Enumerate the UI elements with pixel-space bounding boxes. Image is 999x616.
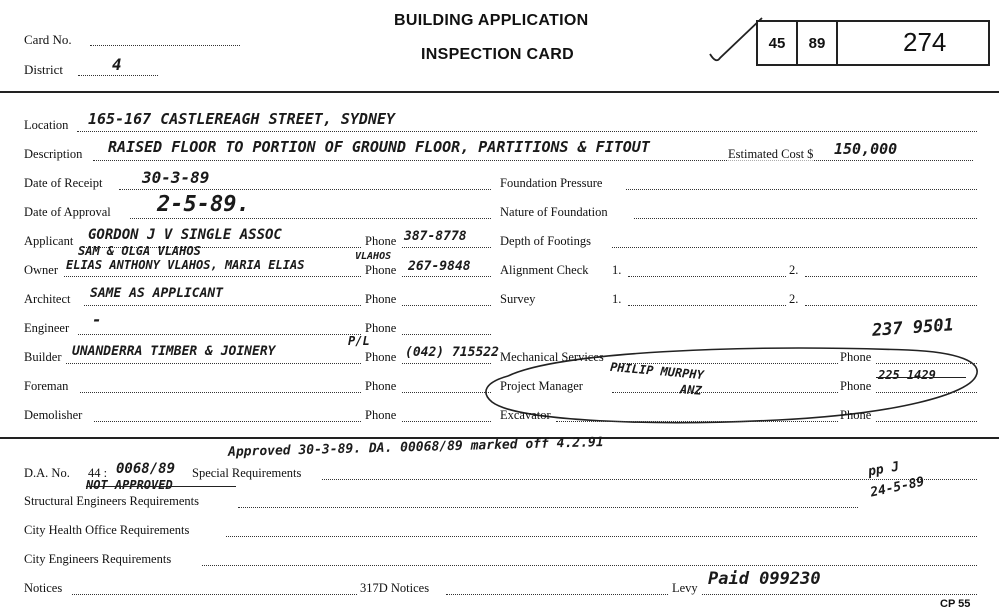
- notices-line: [72, 594, 357, 595]
- survey-2: 2.: [789, 292, 799, 306]
- city-eng-line: [202, 565, 977, 566]
- alignment-check-1: 1.: [612, 263, 622, 277]
- excavator-label: Excavator: [500, 408, 551, 422]
- location-value: 165-167 CASTLEREAGH STREET, SYDNEY: [88, 110, 396, 128]
- excavator-phone-line: [876, 421, 977, 422]
- foreman-label: Foreman: [24, 379, 69, 393]
- applicant-value: GORDON J V SINGLE ASSOC: [88, 227, 282, 243]
- builder-phone: (042) 715522: [405, 345, 499, 360]
- date-approval-value: 2-5-89.: [157, 192, 250, 217]
- demolisher-label: Demolisher: [24, 408, 83, 422]
- form-code: CP 55: [940, 598, 971, 610]
- special-requirements-line: [322, 479, 977, 480]
- title-line-2: INSPECTION CARD: [421, 46, 574, 63]
- builder-label: Builder: [24, 350, 62, 364]
- owner-phone-line: [402, 276, 491, 277]
- description-label: Description: [24, 147, 83, 161]
- pm-phone-old: 225 1429: [878, 368, 936, 382]
- pm-phone-new: 237 9501: [871, 315, 955, 341]
- card-no-line: [90, 45, 240, 46]
- owner-value-extra: VLAHOS: [355, 251, 392, 262]
- pp-date: 24-5-89: [869, 474, 926, 501]
- nature-foundation-label: Nature of Foundation: [500, 205, 608, 219]
- description-line: [93, 160, 973, 161]
- da-value: 0068/89: [116, 461, 176, 477]
- not-approved: NOT APPROVED: [86, 478, 173, 492]
- reference-box: [756, 20, 990, 66]
- levy-value: Paid 099230: [708, 569, 821, 589]
- mechanical-phone-label: Phone: [840, 350, 872, 364]
- approved-note: Approved 30-3-89. DA. 00068/89 marked off 4.2.91: [227, 435, 604, 460]
- foreman-line: [80, 392, 361, 393]
- depth-footings-line: [612, 247, 977, 248]
- survey-1: 1.: [612, 292, 622, 306]
- survey-1-line: [628, 305, 786, 306]
- header-divider: [0, 91, 999, 93]
- foundation-pressure-label: Foundation Pressure: [500, 176, 603, 190]
- alignment-check-1-line: [628, 276, 786, 277]
- estimated-cost-value: 150,000: [834, 140, 898, 158]
- structural-label: Structural Engineers Requirements: [24, 494, 199, 508]
- card-no-label: Card No.: [24, 32, 72, 47]
- pp-note: pp J: [866, 459, 901, 480]
- owner-phone-label: Phone: [365, 263, 397, 277]
- demolisher-phone-label: Phone: [365, 408, 397, 422]
- project-manager-label: Project Manager: [500, 379, 583, 393]
- engineer-line: [78, 334, 361, 335]
- architect-phone-line: [402, 305, 491, 306]
- survey-2-line: [805, 305, 977, 306]
- builder-phone-label: Phone: [365, 350, 397, 364]
- description-value: RAISED FLOOR TO PORTION OF GROUND FLOOR, PARTITIONS & FITOUT: [108, 138, 650, 156]
- title-line-1: BUILDING APPLICATION: [394, 12, 589, 29]
- demolisher-line: [94, 421, 361, 422]
- date-approval-label: Date of Approval: [24, 205, 111, 219]
- engineer-label: Engineer: [24, 321, 70, 335]
- builder-line: [66, 363, 361, 364]
- pm-phone-strike: [876, 377, 966, 378]
- notices-label: Notices: [24, 581, 63, 595]
- excavator-phone-label: Phone: [840, 408, 872, 422]
- foundation-pressure-line: [626, 189, 977, 190]
- applicant-label: Applicant: [24, 234, 74, 248]
- ref-number: 274: [903, 27, 947, 57]
- date-receipt-value: 30-3-89: [142, 168, 210, 187]
- notices-317d-label: 317D Notices: [360, 581, 430, 595]
- builder-suffix: P/L: [348, 334, 370, 348]
- estimated-cost-label: Estimated Cost $: [728, 147, 814, 161]
- not-approved-strike: [86, 486, 236, 487]
- owner-value-line2: ELIAS ANTHONY VLAHOS, MARIA ELIAS: [66, 258, 305, 272]
- builder-value: UNANDERRA TIMBER & JOINERY: [72, 344, 276, 359]
- owner-value-line1: SAM & OLGA VLAHOS: [78, 244, 201, 258]
- alignment-check-2: 2.: [789, 263, 799, 277]
- location-line: [77, 131, 977, 132]
- health-label: City Health Office Requirements: [24, 523, 190, 537]
- engineer-phone-label: Phone: [365, 321, 397, 335]
- date-approval-line: [130, 218, 491, 219]
- ref-a: 45: [758, 22, 798, 64]
- city-eng-label: City Engineers Requirements: [24, 552, 172, 566]
- architect-line: [84, 305, 361, 306]
- project-manager-line: [612, 392, 838, 393]
- applicant-phone: 387-8778: [404, 229, 467, 244]
- alignment-check-2-line: [805, 276, 977, 277]
- district-line: [78, 75, 158, 76]
- pm-org: ANZ: [679, 382, 703, 398]
- architect-label: Architect: [24, 292, 71, 306]
- district-value: 4: [112, 55, 122, 74]
- pm-phone-line: [876, 392, 977, 393]
- location-label: Location: [24, 118, 69, 132]
- notices-317d-line: [446, 594, 668, 595]
- structural-line: [238, 507, 858, 508]
- levy-line: [702, 594, 977, 595]
- owner-line: [64, 276, 361, 277]
- pm-name: PHILIP MURPHY: [609, 359, 705, 383]
- da-prefix: 44 :: [88, 466, 108, 480]
- mechanical-services-label: Mechanical Services: [500, 350, 604, 364]
- applicant-phone-line: [402, 247, 491, 248]
- levy-label: Levy: [672, 581, 698, 595]
- pm-phone-label: Phone: [840, 379, 872, 393]
- owner-phone: 267-9848: [408, 259, 471, 274]
- depth-footings-label: Depth of Footings: [500, 234, 591, 248]
- special-requirements-label: Special Requirements: [192, 466, 302, 480]
- owner-label: Owner: [24, 263, 59, 277]
- foreman-phone-label: Phone: [365, 379, 397, 393]
- survey-label: Survey: [500, 292, 536, 306]
- da-label: D.A. No.: [24, 466, 70, 480]
- architect-phone-label: Phone: [365, 292, 397, 306]
- date-receipt-label: Date of Receipt: [24, 176, 103, 190]
- district-label: District: [24, 62, 63, 77]
- alignment-check-label: Alignment Check: [500, 263, 589, 277]
- applicant-phone-label: Phone: [365, 234, 397, 248]
- architect-value: SAME AS APPLICANT: [90, 286, 224, 301]
- health-line: [226, 536, 977, 537]
- excavator-line: [556, 421, 838, 422]
- engineer-value: -: [92, 310, 102, 329]
- date-receipt-line: [119, 189, 491, 190]
- engineer-phone-line: [402, 334, 491, 335]
- ref-b: 89: [798, 22, 838, 64]
- nature-foundation-line: [634, 218, 977, 219]
